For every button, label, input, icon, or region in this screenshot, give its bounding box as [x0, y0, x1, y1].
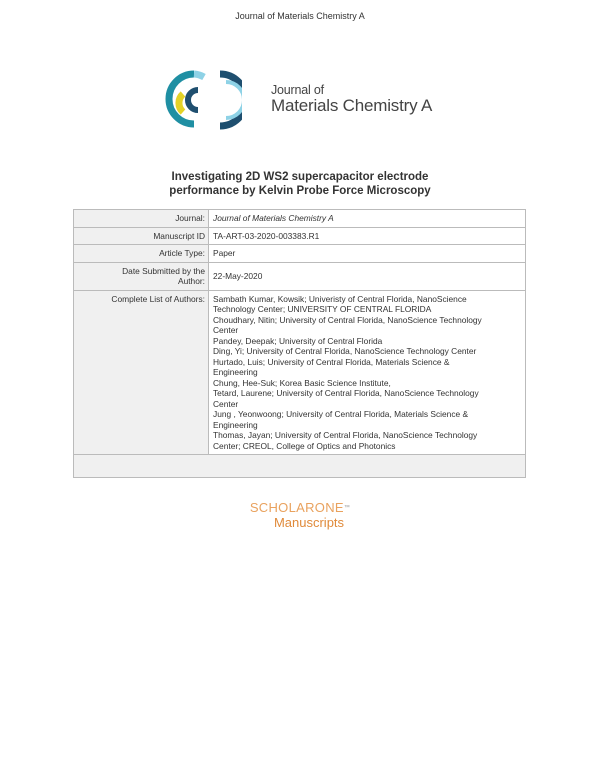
author-line: Engineering — [213, 367, 258, 377]
paper-title-line1: Investigating 2D WS2 supercapacitor electrode — [171, 171, 429, 183]
table-row — [74, 210, 526, 228]
trademark-mark: ™ — [343, 505, 351, 511]
author-line: Chung, Hee-Suk; Korea Basic Science Institute, — [213, 377, 391, 388]
table-row — [74, 227, 526, 245]
article-type-label: Article Type: — [74, 245, 209, 263]
empty-cell — [74, 455, 526, 478]
journal-label: Journal: — [74, 210, 209, 228]
journal-logo-icon — [164, 68, 242, 130]
paper-title-line2: performance by Kelvin Probe Force Microscopy — [169, 185, 431, 197]
author-line: Technology Center; UNIVERSITY OF CENTRAL FLORIDA — [213, 304, 432, 314]
scholarone-logo — [0, 500, 600, 530]
journal-name-line1: Journal of — [271, 83, 324, 97]
manuscript-details-table — [73, 209, 526, 478]
authors-list — [209, 290, 526, 455]
table-row — [74, 245, 526, 263]
authors-label: Complete List of Authors: — [74, 290, 209, 455]
date-submitted-value: 22-May-2020 — [209, 262, 526, 290]
table-row-empty — [74, 455, 526, 478]
table-row — [74, 290, 526, 455]
scholarone-brand: SCHOLARONE — [249, 500, 344, 515]
author-line: Ding, Yi; University of Central Florida, NanoScience Technology Center — [213, 346, 477, 356]
date-submitted-label-line2: Author: — [177, 276, 205, 286]
scholarone-brand-line — [0, 500, 600, 515]
author-line: Choudhary, Nitin; University of Central Florida, NanoScience Technology — [213, 314, 482, 325]
author-line: Engineering — [213, 419, 258, 430]
author-line: Center — [213, 325, 239, 335]
author-line: Thomas, Jayan; University of Central Florida, NanoScience Technology — [213, 430, 478, 440]
author-line: Center; CREOL, College of Optics and Photonics — [213, 440, 396, 451]
date-submitted-label — [74, 262, 209, 290]
article-type-value: Paper — [209, 245, 526, 263]
scholarone-sub: Manuscripts — [273, 515, 345, 530]
journal-name — [271, 84, 432, 115]
manuscript-id-value: TA-ART-03-2020-003383.R1 — [209, 227, 526, 245]
author-line: Tetard, Laurene; University of Central Florida, NanoScience Technology — [213, 388, 479, 398]
journal-value: Journal of Materials Chemistry A — [209, 210, 526, 228]
author-line: Center — [213, 398, 239, 409]
journal-name-line2: Materials Chemistry A — [271, 96, 433, 116]
table-row — [74, 262, 526, 290]
author-line: Sambath Kumar, Kowsik; Univeristy of Central Florida, NanoScience — [213, 293, 467, 304]
author-line: Pandey, Deepak; University of Central Florida — [213, 335, 383, 346]
running-header: Journal of Materials Chemistry A — [235, 11, 365, 21]
author-line: Jung , Yeonwoong; University of Central Florida, Materials Science & — [213, 409, 469, 419]
manuscript-id-label: Manuscript ID — [74, 227, 209, 245]
date-submitted-label-line1: Date Submitted by the — [122, 265, 205, 276]
author-line: Hurtado, Luis; University of Central Florida, Materials Science & — [213, 356, 450, 367]
paper-title — [0, 170, 600, 198]
